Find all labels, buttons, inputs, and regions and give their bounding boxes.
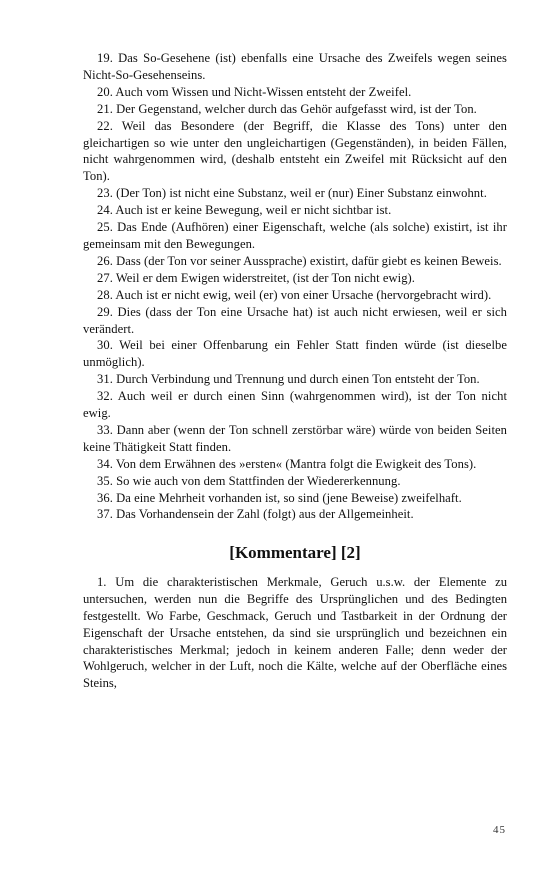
verse-24: 24. Auch ist er keine Bewegung, weil er nicht sichtbar ist. bbox=[97, 203, 392, 218]
verse-33: 33. Dann aber (wenn der Ton schnell zerstörbar wäre) würde von beiden Seiten keine Thätigkeit Statt finden. bbox=[83, 422, 507, 454]
verse-36: 36. Da eine Mehrheit vorhanden ist, so sind (jene Beweise) zweifelhaft. bbox=[97, 490, 462, 505]
verse-23: 23. (Der Ton) ist nicht eine Substanz, weil er (nur) Einer Substanz einwohnt. bbox=[97, 186, 487, 201]
verse-32: 32. Auch weil er durch einen Sinn (wahrgenommen wird), ist der Ton nicht ewig. bbox=[83, 389, 507, 421]
section-heading: [Kommentare] [2] bbox=[229, 543, 361, 563]
verse-19: 19. Das So-Gesehene (ist) ebenfalls eine Ursache des Zweifels wegen seines Nicht-So-Gesehenseins. bbox=[83, 51, 507, 82]
verse-25: 25. Das Ende (Aufhören) einer Eigenschaft, welche (als solche) existirt, ist ihr gemeinsam mit den Bewegungen. bbox=[83, 220, 507, 251]
verse-20: 20. Auch vom Wissen und Nicht-Wissen entsteht der Zweifel. bbox=[97, 84, 412, 99]
verse-28: 28. Auch ist er nicht ewig, weil (er) von einer Ursache (hervorgebracht wird). bbox=[97, 287, 492, 302]
verse-29: 29. Dies (dass der Ton eine Ursache hat) ist auch nicht erwiesen, weil er sich verändert. bbox=[83, 304, 507, 336]
verse-31: 31. Durch Verbindung und Trennung und durch einen Ton entsteht der Ton. bbox=[97, 372, 480, 387]
verse-34: 34. Von dem Erwähnen des »ersten« (Mantra folgt die Ewigkeit des Tons). bbox=[97, 456, 477, 471]
verse-27: 27. Weil er dem Ewigen widerstreitet, (ist der Ton nicht ewig). bbox=[97, 270, 415, 285]
verse-37: 37. Das Vorhandensein der Zahl (folgt) aus der Allgemeinheit. bbox=[97, 507, 414, 522]
verse-26: 26. Dass (der Ton vor seiner Aussprache) existirt, dafür giebt es keinen Beweis. bbox=[97, 253, 502, 268]
commentary-paragraph: 1. Um die charakteristischen Merkmale, Geruch u.s.w. der Elemente zu untersuchen, werden nun die Begriffe des Ursprünglichen und des Bedingten festgestellt. Wo Farbe, Geschmack, Geruch und Tastbarkeit in der Ordnung der Eigenschaft der Ursache entstehen, da sind sie ursprünglich und bezeichnen ein charakteristisches Merkmal; jedoch in keinem anderen Falle; denn weder der Wohlgeruch, welcher in der Luft, noch die Kälte, welche auf der Oberfläche eines Steins, bbox=[83, 575, 507, 691]
verse-21: 21. Der Gegenstand, welcher durch das Gehör aufgefasst wird, ist der Ton. bbox=[97, 101, 477, 116]
verse-30: 30. Weil bei einer Offenbarung ein Fehler Statt finden würde (ist dieselbe unmöglich). bbox=[83, 338, 507, 370]
verse-22: 22. Weil das Besondere (der Begriff, die Klasse des Tons) unter den gleichartigen so wie unter den ungleichartigen (Gegenständen), in beiden Fällen, nicht wahrgenommen wird, (deshalb entsteht ein Zweifel mit Rücksicht auf den Ton). bbox=[83, 118, 507, 184]
verse-list bbox=[83, 50, 507, 523]
page-body bbox=[83, 50, 507, 692]
verse-35: 35. So wie auch von dem Stattfinden der Wiedererkennung. bbox=[97, 473, 401, 488]
commentary bbox=[83, 574, 507, 692]
page-number: 45 bbox=[493, 824, 506, 836]
